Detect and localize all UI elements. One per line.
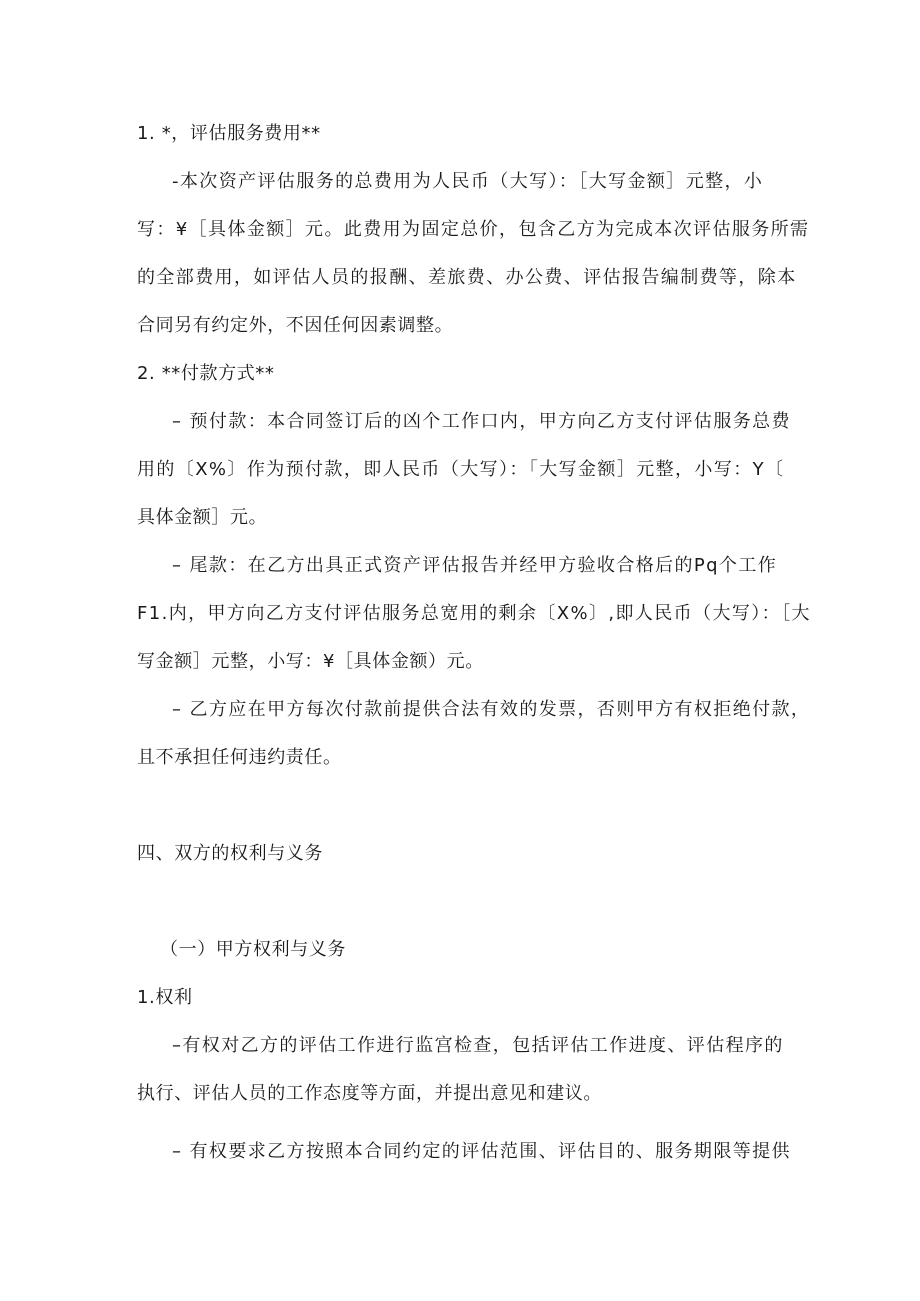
prepayment-line: 具体金额］元。 (137, 507, 268, 528)
fee-paragraph-line: 合同另有约定外，不因任何因素调整。 (137, 315, 454, 336)
fee-paragraph-line: -本次资产评估服务的总费用为人民币（大写）：［大写金额］元整，小 (172, 171, 764, 192)
rights-heading: 1.权利 (137, 987, 193, 1008)
final-payment-line: 写金额］元整，小写：¥［具体金额）元。 (137, 651, 484, 672)
final-payment-line: – 尾款：在乙方出具正式资产评估报告并经甲方验收合格后的Pq个工作 (172, 555, 778, 576)
prepayment-line: 用的〔X%〕作为预付款，即人民币（大写）：「大写金额］元整，小写：Y〔 (137, 459, 785, 480)
right-one-line: –有权对乙方的评估工作进行监宫检查，包括评估工作进度、评估程序的 (172, 1035, 784, 1056)
fee-paragraph-line: 写：¥［具体金额］元。此费用为固定总价，包含乙方为完成本次评估服务所需 (137, 219, 810, 240)
invoice-line: 且不承担任何违约责任。 (137, 747, 342, 768)
fee-paragraph-line: 的全部费用，如评估人员的报酬、差旅费、办公费、评估报告编制费等，除本 (137, 267, 797, 288)
final-payment-line: F1.内，甲方向乙方支付评估服务总宽用的剩余〔X%〕,即人民币（大写）：［大 (137, 603, 811, 624)
invoice-line: – 乙方应在甲方每次付款前提供合法有效的发票，否则甲方有权拒绝付款， (172, 699, 811, 720)
section-four-title: 四、双方的权利与义务 (137, 843, 323, 864)
party-a-subtitle: （一）甲方权利与义务 (160, 939, 346, 960)
right-one-line: 执行、评估人员的工作态度等方面，并提出意见和建议。 (137, 1083, 602, 1104)
right-two-line: – 有权要求乙方按照本合同约定的评估范围、评估目的、服务期限等提供 (172, 1141, 791, 1162)
fee-heading: 1. *，评估服务费用** (137, 123, 321, 144)
payment-method-heading: 2. **付款方式** (137, 363, 275, 384)
prepayment-line: – 预付款：本合同签订后的凶个工作口内，甲方向乙方支付评估服务总费 (172, 411, 791, 432)
